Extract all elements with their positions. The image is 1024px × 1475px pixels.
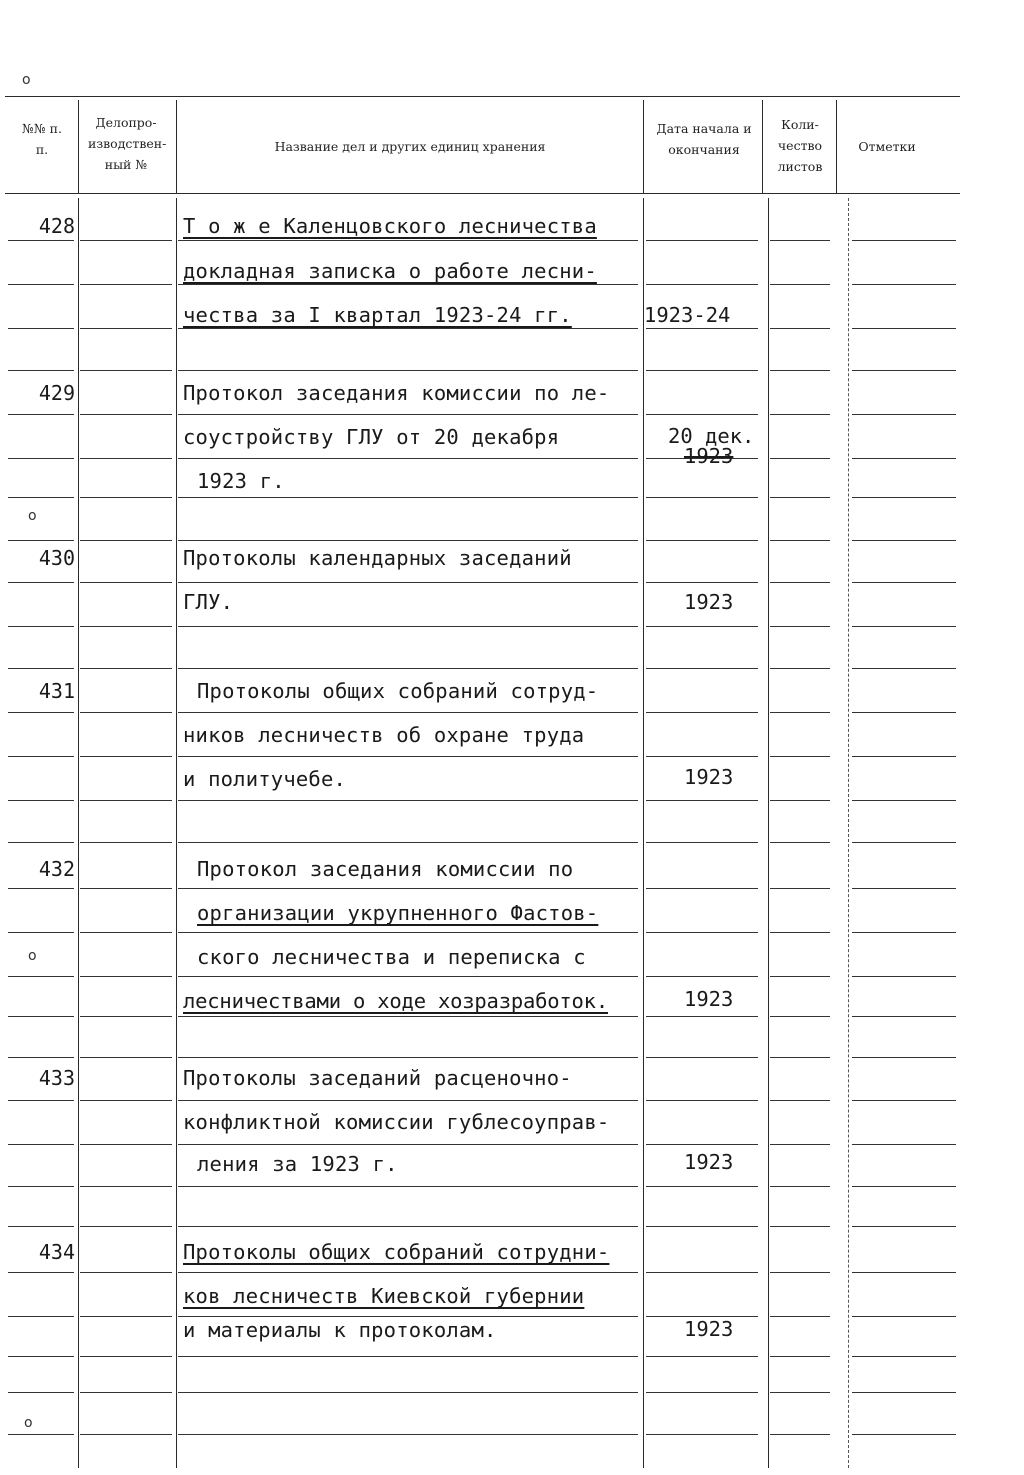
ruled-line (852, 582, 956, 583)
header-top-rule (5, 96, 960, 97)
item-title-line: лесничествами о ходе хозразработок. (183, 989, 608, 1013)
header-col-sheets: Коли- чество листов (777, 117, 823, 174)
ruled-line (178, 976, 638, 977)
ruled-line (770, 800, 830, 801)
item-date: 1923 (684, 590, 734, 614)
item-date: 1923-24 (644, 303, 731, 327)
ruled-line (770, 414, 830, 415)
ruled-line (178, 1392, 638, 1393)
ruled-line (770, 240, 830, 241)
ruled-line (646, 1186, 758, 1187)
ruled-line (646, 888, 758, 889)
ruled-line (80, 1144, 172, 1145)
ruled-line (178, 1356, 638, 1357)
ruled-line (8, 328, 74, 329)
header-divider (643, 100, 644, 193)
item-title-line: чества за I квартал 1923-24 гг. (183, 303, 572, 327)
ruled-line (8, 370, 74, 371)
ruled-line (770, 1226, 830, 1227)
ruled-line (80, 976, 172, 977)
item-title-line: ников лесничеств об охране труда (183, 723, 585, 747)
ruled-line (646, 932, 758, 933)
item-date: 1923 (684, 1317, 734, 1341)
item-number: 431 (38, 679, 75, 703)
ruled-line (852, 1057, 956, 1058)
ruled-line (80, 800, 172, 801)
ruled-line (178, 240, 638, 241)
ruled-line (852, 712, 956, 713)
ruled-line (8, 668, 74, 669)
ruled-line (178, 1100, 638, 1101)
item-date: 20 дек. (668, 424, 755, 448)
ruled-line (646, 800, 758, 801)
item-date: 1923 (684, 987, 734, 1011)
ruled-line (8, 284, 74, 285)
ruled-line (8, 1057, 74, 1058)
ruled-line (646, 976, 758, 977)
ruled-line (770, 1392, 830, 1393)
ruled-line (80, 1356, 172, 1357)
item-title-line: и политучебе. (183, 767, 347, 791)
ruled-line (770, 458, 830, 459)
ruled-line (852, 668, 956, 669)
item-title-line: ГЛУ. (183, 590, 234, 614)
ruled-line (178, 1316, 638, 1317)
ruled-line (770, 626, 830, 627)
header-col-number: №№ п. п. (22, 121, 62, 157)
ruled-line (80, 1434, 172, 1435)
ruled-line (646, 540, 758, 541)
margin-mark: о (28, 508, 37, 524)
ruled-line (852, 1434, 956, 1435)
margin-mark: о (24, 1415, 33, 1431)
ruled-line (178, 932, 638, 933)
ruled-line (646, 284, 758, 285)
item-number: 428 (38, 214, 75, 238)
ruled-line (770, 756, 830, 757)
ruled-line (8, 1144, 74, 1145)
ruled-line (178, 582, 638, 583)
ruled-line (80, 668, 172, 669)
ruled-line (178, 284, 638, 285)
ruled-line (8, 712, 74, 713)
column-divider (768, 198, 769, 1468)
ruled-line (178, 370, 638, 371)
ruled-line (646, 370, 758, 371)
ruled-line (852, 1100, 956, 1101)
ruled-line (646, 756, 758, 757)
ruled-line (80, 932, 172, 933)
item-date: 1923 (684, 765, 734, 789)
ruled-line (178, 328, 638, 329)
ruled-line (852, 626, 956, 627)
ruled-line (852, 458, 956, 459)
ruled-line (178, 842, 638, 843)
ruled-line (852, 284, 956, 285)
item-number: 434 (38, 1240, 75, 1264)
ruled-line (852, 414, 956, 415)
ruled-line (80, 712, 172, 713)
ruled-line (646, 497, 758, 498)
ruled-line (80, 1100, 172, 1101)
ruled-line (646, 1392, 758, 1393)
item-title-line: Протоколы общих собраний сотруд- (197, 679, 599, 703)
ruled-line (178, 800, 638, 801)
ruled-line (770, 284, 830, 285)
ruled-line (646, 240, 758, 241)
ruled-line (178, 1144, 638, 1145)
ruled-line (852, 976, 956, 977)
ruled-line (80, 328, 172, 329)
ruled-line (646, 626, 758, 627)
ruled-line (80, 888, 172, 889)
ruled-line (852, 540, 956, 541)
item-title-line: Протоколы календарных заседаний (183, 546, 572, 570)
header-col-title: Название дел и других единиц хранения (274, 139, 546, 154)
item-title-line: Протокол заседания комиссии по ле- (183, 381, 610, 405)
ruled-line (770, 1016, 830, 1017)
ruled-line (852, 1144, 956, 1145)
ruled-line (852, 1016, 956, 1017)
ruled-line (8, 1316, 74, 1317)
ruled-line (770, 1144, 830, 1145)
ruled-line (852, 240, 956, 241)
ruled-line (178, 1186, 638, 1187)
ruled-line (8, 1392, 74, 1393)
ruled-line (770, 328, 830, 329)
ruled-line (80, 414, 172, 415)
ruled-line (178, 756, 638, 757)
ruled-line (646, 1226, 758, 1227)
item-number: 433 (38, 1066, 75, 1090)
ruled-line (8, 800, 74, 801)
ruled-line (770, 1100, 830, 1101)
header-divider (762, 100, 763, 193)
ruled-line (80, 1226, 172, 1227)
margin-mark: о (28, 948, 37, 964)
ruled-line (852, 1356, 956, 1357)
ruled-line (8, 976, 74, 977)
ruled-line (178, 1016, 638, 1017)
header-col-notes: Отметки (858, 139, 916, 154)
ruled-line (646, 1057, 758, 1058)
ruled-line (178, 888, 638, 889)
ruled-line (8, 582, 74, 583)
ruled-line (852, 888, 956, 889)
ruled-line (770, 888, 830, 889)
ruled-line (80, 458, 172, 459)
margin-mark: о (22, 72, 31, 88)
ruled-line (852, 842, 956, 843)
ruled-line (80, 240, 172, 241)
header-divider (836, 100, 837, 193)
ruled-line (178, 712, 638, 713)
ruled-line (852, 370, 956, 371)
item-number: 430 (38, 546, 75, 570)
ruled-line (8, 1356, 74, 1357)
ruled-line (80, 497, 172, 498)
item-number: 432 (38, 857, 75, 881)
ruled-line (8, 540, 74, 541)
ruled-line (8, 888, 74, 889)
ruled-line (770, 976, 830, 977)
item-title-line: Протоколы общих собраний сотрудни- (183, 1240, 610, 1264)
ruled-line (852, 1392, 956, 1393)
ruled-line (770, 1057, 830, 1058)
ruled-line (178, 1226, 638, 1227)
ruled-line (80, 1392, 172, 1393)
column-divider (848, 198, 849, 1468)
header-col-dates: Дата начала и окончания (656, 121, 752, 157)
ruled-line (646, 328, 758, 329)
ruled-line (8, 1272, 74, 1273)
ruled-line (852, 756, 956, 757)
ruled-line (646, 842, 758, 843)
ruled-line (178, 668, 638, 669)
ruled-line (178, 626, 638, 627)
ruled-line (8, 626, 74, 627)
item-date: 1923 (684, 1150, 734, 1174)
ruled-line (178, 1434, 638, 1435)
ruled-line (8, 1434, 74, 1435)
ruled-line (770, 932, 830, 933)
column-divider (78, 198, 79, 1468)
ruled-line (646, 582, 758, 583)
ruled-line (646, 1144, 758, 1145)
ruled-line (8, 932, 74, 933)
ruled-line (8, 1186, 74, 1187)
header-col-office-number: Делопро- изводствен- ный № (88, 115, 167, 172)
ruled-line (852, 1316, 956, 1317)
ruled-line (852, 1226, 956, 1227)
ruled-line (80, 540, 172, 541)
item-title-line: 1923 г. (197, 469, 285, 493)
item-title-line: Протоколы заседаний расценочно- (183, 1066, 572, 1090)
ruled-line (8, 240, 74, 241)
item-title-line: Т о ж е Каленцовского лесничества (183, 214, 597, 238)
ruled-line (8, 458, 74, 459)
item-title-line: ского лесничества и переписка с (197, 945, 586, 969)
header-bottom-rule (5, 193, 960, 194)
ruled-line (646, 712, 758, 713)
ruled-line (646, 1016, 758, 1017)
ruled-line (8, 842, 74, 843)
ruled-line (178, 497, 638, 498)
ruled-line (8, 1100, 74, 1101)
ruled-line (770, 842, 830, 843)
ruled-line (646, 414, 758, 415)
column-divider (176, 198, 177, 1468)
ruled-line (770, 497, 830, 498)
ruled-line (80, 1057, 172, 1058)
ruled-line (770, 1186, 830, 1187)
ruled-line (770, 582, 830, 583)
ruled-line (852, 328, 956, 329)
ruled-line (770, 540, 830, 541)
ruled-line (646, 1356, 758, 1357)
header-divider (78, 100, 79, 193)
ruled-line (8, 1226, 74, 1227)
ruled-line (8, 1016, 74, 1017)
ruled-line (178, 458, 638, 459)
ruled-line (852, 800, 956, 801)
ruled-line (178, 1272, 638, 1273)
ruled-line (646, 1434, 758, 1435)
item-date-secondary: 1923 (684, 444, 734, 468)
item-title-line: ков лесничеств Киевской губернии (183, 1284, 585, 1308)
ruled-line (178, 540, 638, 541)
ruled-line (646, 668, 758, 669)
ruled-line (80, 1186, 172, 1187)
ruled-line (852, 497, 956, 498)
ruled-line (646, 1272, 758, 1273)
ruled-line (646, 1100, 758, 1101)
item-title-line: докладная записка о работе лесни- (183, 259, 597, 283)
ruled-line (80, 370, 172, 371)
ruled-line (852, 932, 956, 933)
item-title-line: организации укрупненного Фастов- (197, 901, 599, 925)
ruled-line (770, 1434, 830, 1435)
ruled-line (80, 582, 172, 583)
item-title-line: конфликтной комиссии гублесоуправ- (183, 1110, 610, 1134)
ruled-line (852, 1272, 956, 1273)
item-title-line: соустройству ГЛУ от 20 декабря (183, 425, 560, 449)
ruled-line (8, 414, 74, 415)
ruled-line (770, 668, 830, 669)
ruled-line (80, 1016, 172, 1017)
ruled-line (80, 284, 172, 285)
item-number: 429 (38, 381, 75, 405)
item-title-line: ления за 1923 г. (197, 1152, 398, 1176)
ruled-line (80, 756, 172, 757)
ruled-line (80, 1272, 172, 1273)
column-divider (643, 198, 644, 1468)
ruled-line (80, 626, 172, 627)
ruled-line (178, 414, 638, 415)
ruled-line (80, 842, 172, 843)
ruled-line (178, 1057, 638, 1058)
ruled-line (8, 756, 74, 757)
item-title-line: Протокол заседания комиссии по (197, 857, 574, 881)
ruled-line (852, 1186, 956, 1187)
ruled-line (770, 1316, 830, 1317)
ruled-line (770, 1356, 830, 1357)
ruled-line (770, 1272, 830, 1273)
header-divider (176, 100, 177, 193)
item-title-line: и материалы к протоколам. (183, 1318, 497, 1342)
ruled-line (8, 497, 74, 498)
ruled-line (770, 712, 830, 713)
ruled-line (770, 370, 830, 371)
ruled-line (80, 1316, 172, 1317)
